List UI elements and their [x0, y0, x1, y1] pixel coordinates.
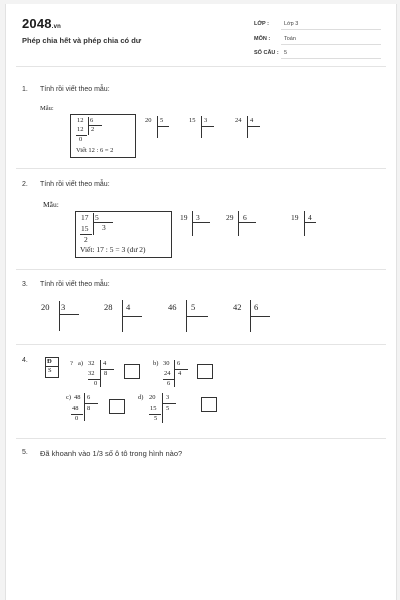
q2-task2-divisor: 6 — [243, 213, 247, 222]
q4-d-divisor: 3 — [166, 394, 170, 401]
q1-divider — [16, 168, 386, 169]
q4-b-divisor: 6 — [177, 360, 181, 367]
q4-b-label: b) — [153, 360, 159, 367]
q2-ex-dividend: 17 — [81, 213, 89, 222]
q3-text: Tính rồi viết theo mẫu: — [40, 281, 110, 288]
q2-task3-line — [304, 222, 316, 223]
q2-task3-dividend: 19 — [291, 213, 299, 222]
q1-ex-remainder: 0 — [79, 136, 83, 143]
q4-d-remainder: 5 — [154, 415, 158, 422]
q4-b-quotient: 4 — [178, 370, 182, 377]
q2-ex-caption: Viết: 17 : 5 = 3 (dư 2) — [80, 245, 146, 254]
q1-ex-quotient: 2 — [91, 126, 95, 133]
q1-task3-line — [247, 126, 260, 127]
q2-ex-divisor: 5 — [95, 213, 99, 222]
q3-task2-line — [122, 316, 142, 317]
q5-number: 5. — [22, 449, 28, 456]
q4-d-answer-box[interactable] — [201, 397, 217, 412]
q4-question-mark: ? — [70, 360, 73, 367]
q2-task1-dividend: 19 — [180, 213, 188, 222]
q1-task2-line — [201, 126, 214, 127]
q4-c-bar — [84, 393, 85, 421]
class-value: Lớp 3 — [284, 21, 299, 27]
q2-task1-line — [192, 222, 210, 223]
q4-b-remainder: 6 — [167, 380, 171, 387]
q2-task3-bar — [304, 211, 305, 236]
q4-legend-true: Đ — [47, 358, 52, 365]
q1-ex-caption: Viết 12 : 6 = 2 — [76, 147, 114, 154]
q5-text: Đã khoanh vào 1/3 số ô tô trong hình nào? — [40, 449, 183, 458]
q1-text: Tính rồi viết theo mẫu: — [40, 86, 110, 93]
q2-ex-quotient: 3 — [102, 223, 106, 232]
q1-task3-divisor: 4 — [250, 117, 254, 124]
q4-c-remainder: 0 — [75, 415, 79, 422]
q4-b-answer-box[interactable] — [197, 364, 213, 379]
q2-ex-bar — [93, 213, 94, 235]
brand-logo: 2048.vn — [22, 16, 62, 31]
q3-task1-dividend: 20 — [41, 302, 50, 312]
q3-task3-dividend: 46 — [168, 302, 177, 312]
q4-d-bar — [162, 393, 163, 423]
q2-ex-product: 15 — [81, 224, 89, 233]
q1-task3-bar — [247, 116, 248, 138]
q2-task1-bar — [192, 211, 193, 236]
q4-d-quotient: 5 — [166, 405, 170, 412]
q2-task2-bar — [238, 211, 239, 236]
q3-task3-line — [186, 316, 208, 317]
q3-number: 3. — [22, 281, 28, 288]
q3-task1-bar — [59, 301, 60, 331]
q4-d-line — [162, 403, 176, 404]
q1-ex-dividend: 12 — [77, 117, 84, 124]
q1-ex-product: 12 — [77, 126, 84, 133]
q3-task4-line — [250, 316, 270, 317]
q1-number: 1. — [22, 86, 28, 93]
q4-number: 4. — [22, 357, 28, 364]
count-label: SỐ CÂU : — [254, 50, 279, 56]
q1-ex-divisor: 6 — [90, 117, 94, 124]
q4-d-label: d) — [138, 394, 144, 401]
count-value: 5 — [284, 50, 288, 56]
q4-a-divisor: 4 — [103, 360, 107, 367]
q4-c-divisor: 6 — [87, 394, 91, 401]
q2-model-label: Mẫu: — [43, 200, 59, 209]
q4-a-bar — [100, 360, 101, 387]
q4-c-product: 48 — [72, 405, 79, 412]
q4-c-answer-box[interactable] — [109, 399, 125, 414]
class-label: LỚP : — [254, 21, 269, 27]
q3-divider — [16, 344, 386, 345]
q1-task2-divisor: 3 — [204, 117, 208, 124]
q1-task1-divisor: 5 — [160, 117, 164, 124]
q2-task2-line — [238, 222, 256, 223]
q1-task2-dividend: 15 — [189, 117, 196, 124]
q4-a-dividend: 32 — [88, 360, 95, 367]
q4-d-product: 15 — [150, 405, 157, 412]
q4-c-quotient: 8 — [87, 405, 91, 412]
q4-a-label: a) — [78, 360, 84, 367]
q4-c-dividend: 48 — [74, 394, 81, 401]
q1-task1-bar — [157, 116, 158, 138]
q4-b-product: 24 — [164, 370, 171, 377]
q3-task4-dividend: 42 — [233, 302, 242, 312]
q2-number: 2. — [22, 181, 28, 188]
worksheet-title: Phép chia hết và phép chia có dư — [22, 36, 142, 45]
q2-task3-divisor: 4 — [308, 213, 312, 222]
q1-task1-dividend: 20 — [145, 117, 152, 124]
q4-a-quotient: 8 — [104, 370, 108, 377]
q4-d-dividend: 20 — [149, 394, 156, 401]
subject-line — [281, 44, 381, 45]
q2-text: Tính rồi viết theo mẫu: — [40, 181, 110, 188]
q3-task2-dividend: 28 — [104, 302, 113, 312]
q4-a-answer-box[interactable] — [124, 364, 140, 379]
q2-ex-remainder: 2 — [84, 235, 88, 244]
subject-value: Toán — [284, 36, 296, 42]
q3-task1-line — [59, 314, 79, 315]
q1-task1-line — [157, 126, 169, 127]
q2-divider — [16, 269, 386, 270]
q4-b-dividend: 30 — [163, 360, 170, 367]
q4-b-bar — [174, 360, 175, 387]
q4-a-product: 32 — [88, 370, 95, 377]
subject-label: MÔN : — [254, 36, 271, 42]
q4-legend-false: S — [48, 367, 52, 374]
q1-task3-dividend: 24 — [235, 117, 242, 124]
q1-model-label: Mẫu: — [40, 105, 54, 112]
q2-task1-divisor: 3 — [196, 213, 200, 222]
q4-divider — [16, 438, 386, 439]
q3-task1-divisor: 3 — [61, 302, 66, 312]
count-line — [281, 58, 381, 59]
q3-task2-divisor: 4 — [126, 302, 131, 312]
q4-a-remainder: 0 — [94, 380, 98, 387]
header-divider — [16, 66, 386, 67]
q2-task2-dividend: 29 — [226, 213, 234, 222]
q3-task3-divisor: 5 — [191, 302, 196, 312]
q1-ex-bar — [88, 117, 89, 135]
worksheet-page — [5, 4, 397, 600]
q4-c-label: c) — [66, 394, 72, 401]
q4-c-line — [84, 403, 98, 404]
q1-task2-bar — [201, 116, 202, 138]
class-line — [281, 29, 381, 30]
q3-task4-divisor: 6 — [254, 302, 259, 312]
